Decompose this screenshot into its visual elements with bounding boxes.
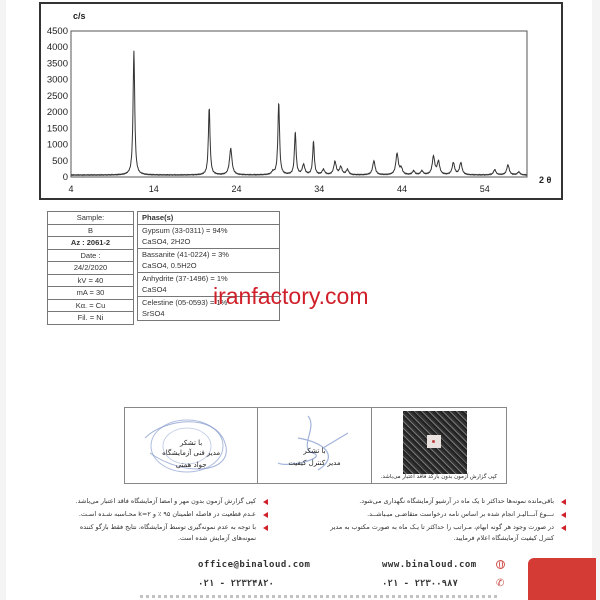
tech-thanks: با تشکر — [180, 439, 203, 447]
plot-area — [71, 31, 527, 177]
notes-right — [330, 496, 566, 546]
phone-number: ۰۲۱ - ۲۲۳۰۰۹۸۷ — [382, 579, 458, 589]
sample-info-cell: Az : 2061-2 — [48, 237, 134, 250]
sample-info-cell: kV = 40 — [48, 274, 134, 287]
y-tick-label: 4500 — [46, 26, 68, 37]
phase-header: Phase(s) — [138, 212, 280, 225]
x-tick-label: 54 — [479, 184, 490, 194]
signature-box — [124, 407, 507, 484]
qr-caption: کپی گزارش آزمون بدون بارکد فاقد اعتبار می‌باشد. — [380, 474, 498, 480]
note-item: باقی‌مانده نمونه‌ها حداکثر تا یک ماه در آرشیو آزمایشگاه نگهداری می‌شود. — [330, 496, 566, 507]
qr-code-cell — [372, 408, 506, 483]
x-tick-label: 24 — [231, 184, 242, 194]
phone-icon: ✆ — [496, 578, 505, 589]
globe-icon — [496, 560, 505, 569]
bullet-icon — [263, 512, 268, 518]
y-tick-label: 4000 — [46, 42, 68, 54]
footer-text-cutoff — [140, 595, 500, 598]
notes-left — [62, 496, 268, 546]
phase-formula: CaSO4, 0.5H2O — [138, 260, 280, 272]
note-item: کپی گزارش آزمون بدون مهر و امضا آزمایشگاه فاقد اعتبار می‌باشد. — [62, 496, 268, 507]
y-tick-label: 3000 — [46, 74, 68, 86]
phase-name: Bassanite (41-0224) = 3% — [138, 248, 280, 260]
y-tick-label: 0 — [62, 172, 68, 183]
phase-formula: SrSO4 — [138, 308, 280, 320]
brand-color-block — [528, 558, 596, 600]
y-tick-label: 2000 — [46, 107, 68, 119]
note-item: نـــوع آنـــالیـز انجام شده بر اساس نامه درخواست متقاضـی میـباشــد. — [330, 509, 566, 520]
x-tick-label: 34 — [314, 184, 325, 194]
bullet-icon — [263, 525, 268, 531]
phase-formula: CaSO4 — [138, 284, 280, 296]
y-tick-label: 1000 — [46, 139, 68, 151]
qr-code-icon — [403, 411, 467, 474]
y-tick-label: 1500 — [46, 123, 68, 135]
bullet-icon — [561, 499, 566, 505]
x-tick-label: 44 — [397, 184, 408, 194]
sample-info-cell: Fil. = Ni — [48, 312, 134, 325]
technical-manager-signature — [125, 408, 258, 483]
y-tick-label: 500 — [52, 155, 68, 167]
sample-info-cell: Sample: — [48, 212, 134, 225]
bullet-icon — [561, 512, 566, 518]
bullet-icon — [263, 499, 268, 505]
note-item: با توجه به عدم نمونه‌گیری توسط آزمایشگاه، نتایج فقط بازگو کننده نمونه‌های آزمایش شده است. — [62, 522, 268, 544]
note-item: در صورت وجود هر گونه ابهام، مـراتب را حداکثر تا یـک ماه به صورت مکتوب به مدیر کنترل کیفیت آزمایشگاه اعلام فرمایید. — [330, 522, 566, 544]
xrd-plot — [41, 4, 561, 198]
quality-title: مدیر کنترل کیفیت — [288, 459, 341, 467]
phase-name: Gypsum (33-0311) = 94% — [138, 224, 280, 236]
sample-info-cell: B — [48, 224, 134, 237]
sample-info-cell: Date : — [48, 249, 134, 262]
note-item: عـدم قطعیت در فاصله اطمینان ۹۵ ٪ و k=۲ محـاسبه شـده اسـت. — [62, 509, 268, 520]
website-link[interactable]: www.binaloud.com — [382, 560, 477, 570]
x-tick-label: 14 — [148, 184, 159, 194]
sample-info-cell: Kα. = Cu — [48, 299, 134, 312]
x-tick-label: 4 — [68, 184, 74, 194]
y-tick-label: 2500 — [46, 90, 68, 102]
quality-thanks: با تشکر — [303, 447, 326, 455]
watermark-text: iranfactory.com — [213, 283, 369, 309]
phase-formula: CaSO4, 2H2O — [138, 236, 280, 248]
sample-info-table — [47, 211, 134, 325]
tech-name: جواد همتی — [175, 461, 207, 469]
diffraction-pattern-line — [71, 51, 527, 176]
xrd-chart — [39, 2, 563, 200]
bullet-icon — [561, 525, 566, 531]
y-axis-label: c/s — [73, 11, 86, 21]
phase-name: Celestine (05-0593) = 1% — [138, 296, 280, 308]
sample-info-cell: mA = 30 — [48, 287, 134, 300]
x-axis-label: 2 θ — [539, 175, 552, 185]
tech-title: مدیر فنی آزمایشگاه — [162, 449, 221, 457]
y-tick-label: 3500 — [46, 58, 68, 70]
fax-number: ۰۲۱ - ۲۲۳۲۴۸۲۰ — [198, 579, 274, 589]
email-link[interactable]: office@binaloud.com — [198, 560, 311, 570]
phase-name: Anhydrite (37-1496) = 1% — [138, 272, 280, 284]
sample-info-cell: 24/2/2020 — [48, 262, 134, 275]
quality-manager-signature — [258, 408, 371, 483]
